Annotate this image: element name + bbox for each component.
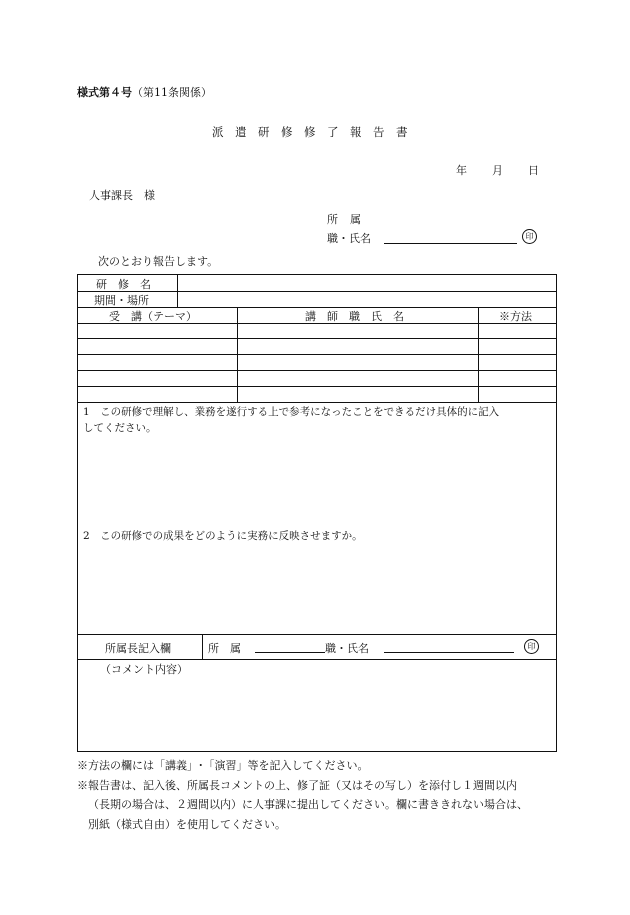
supervisor-name-field[interactable]: [384, 652, 514, 653]
row-divider: [78, 659, 556, 660]
period-place-field[interactable]: [182, 292, 554, 306]
position-name-field[interactable]: [384, 243, 517, 244]
intro-text: 次のとおり報告します。: [98, 255, 219, 268]
date-day-label: 日: [528, 164, 539, 177]
row-divider: [78, 634, 556, 635]
row-divider: [78, 402, 556, 403]
form-number: 様式第４号（第11条関係）: [77, 86, 212, 99]
seal-icon: 印: [522, 229, 537, 244]
note-submission-2: （長期の場合は、２週間以内）に人事課に提出してください。欄に書ききれない場合は、: [88, 798, 528, 811]
date-month-label: 月: [492, 164, 503, 177]
affiliation-label: 所属: [327, 213, 373, 226]
question-2-text: 2 この研修での成果をどのように実務に反映させますか。: [83, 530, 363, 542]
document-title: 派遣研修修了報告書: [212, 125, 419, 139]
column-header-method: ※方法: [499, 310, 532, 323]
row-divider: [78, 386, 556, 387]
comment-field[interactable]: [81, 677, 553, 749]
supervisor-affiliation-label: 所 属: [208, 642, 241, 655]
col-divider: [202, 634, 203, 659]
question-1-line-1: 1 この研修で理解し、業務を遂行する上で参考になったことをできるだけ具体的に記入: [83, 406, 500, 418]
row-divider: [78, 370, 556, 371]
note-method: ※方法の欄には「講義」･「演習」等を記入してください。: [77, 759, 369, 772]
report-form: [77, 274, 557, 752]
column-header-instructor: 講 師 職 氏 名: [305, 310, 404, 323]
period-place-label: 期間・場所: [94, 294, 149, 307]
row-divider: [78, 354, 556, 355]
supervisor-affiliation-field[interactable]: [255, 652, 325, 653]
supervisor-seal-icon: 印: [524, 639, 539, 654]
question-2-answer[interactable]: [81, 545, 553, 631]
training-name-label: 研 修 名: [96, 278, 151, 291]
comment-label: （コメント内容）: [100, 663, 188, 676]
position-name-label: 職・氏名: [327, 232, 371, 245]
addressee: 人事課長 様: [89, 189, 155, 202]
supervisor-section-label: 所属長記入欄: [105, 642, 171, 655]
question-1-line-2: してください。: [83, 422, 157, 434]
col-divider: [237, 307, 238, 402]
question-1-answer[interactable]: [81, 437, 553, 521]
form-relation: （第11条関係）: [132, 86, 212, 99]
note-submission-1: ※報告書は、記入後、所属長コメントの上、修了証（又はその写し）を添付し１週間以内: [77, 778, 517, 792]
col-divider: [177, 275, 178, 307]
col-divider: [478, 307, 479, 402]
notes: [77, 756, 528, 834]
note-submission-3: 別紙（様式自由）を使用してください。: [88, 817, 286, 831]
training-name-field[interactable]: [182, 276, 554, 290]
row-divider: [78, 338, 556, 339]
date-year-label: 年: [456, 164, 467, 177]
column-header-theme: 受 講（テーマ）: [109, 310, 197, 323]
supervisor-name-label: 職・氏名: [325, 642, 369, 655]
